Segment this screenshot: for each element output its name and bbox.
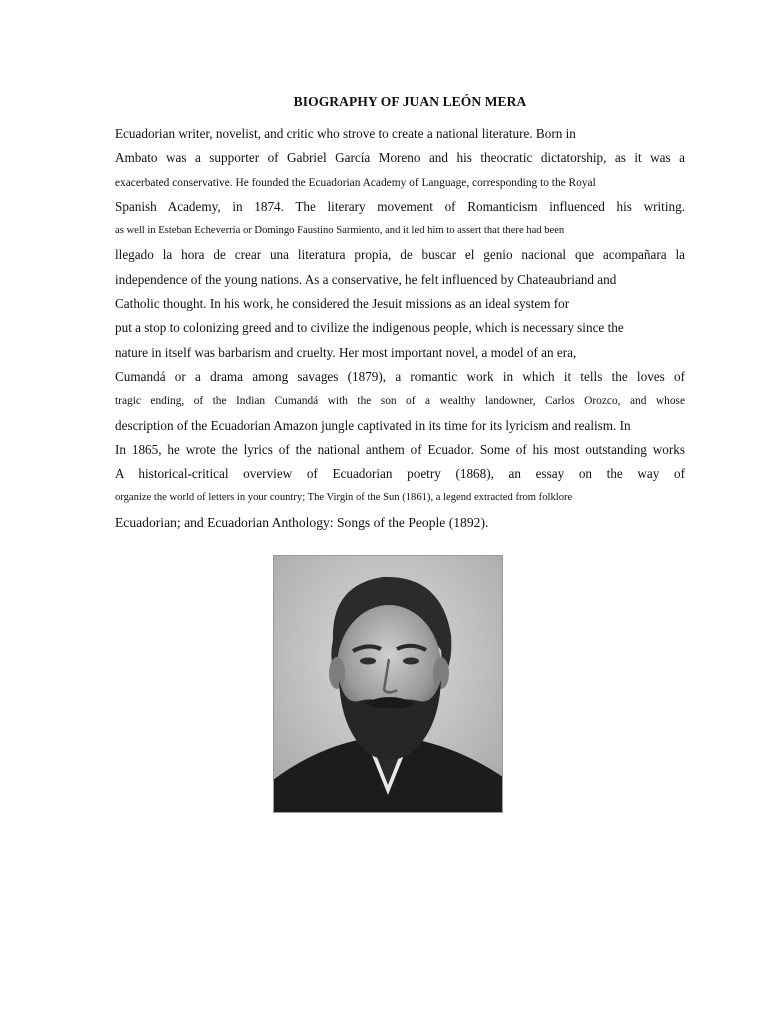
text-line: Ambato was a supporter of Gabriel García Moreno and his theocratic dictatorship, as it was a: [115, 150, 685, 166]
document-title: BIOGRAPHY OF JUAN LEÓN MERA: [293, 94, 527, 109]
text-line: Catholic thought. In his work, he considered the Jesuit missions as an ideal system for: [115, 296, 570, 312]
biography-text: [115, 122, 685, 535]
text-line: A historical-critical overview of Ecuadorian poetry (1868), an essay on the way of: [115, 466, 685, 482]
text-line: tragic ending, of the Indian Cumandá with the son of a wealthy landowner, Carlos Orozco, and whose: [115, 395, 685, 408]
portrait-photo: [273, 555, 503, 813]
text-line: exacerbated conservative. He founded the Ecuadorian Academy of Language, corresponding to the Royal: [115, 176, 596, 189]
text-line: put a stop to colonizing greed and to civilize the indigenous people, which is necessary since the: [115, 320, 624, 336]
text-line: Cumandá or a drama among savages (1879), a romantic work in which it tells the loves of: [115, 368, 685, 384]
text-line: nature in itself was barbarism and cruelty. Her most important novel, a model of an era,: [115, 344, 577, 360]
text-line: llegado la hora de crear una literatura propia, de buscar el genio nacional que acompañara la: [115, 247, 685, 263]
text-line: Spanish Academy, in 1874. The literary movement of Romanticism influenced his writing.: [115, 198, 685, 214]
text-line: Ecuadorian writer, novelist, and critic who strove to create a national literature. Born in: [115, 126, 576, 141]
text-line: In 1865, he wrote the lyrics of the national anthem of Ecuador. Some of his most outstanding works: [115, 441, 685, 457]
text-line: independence of the young nations. As a conservative, he felt influenced by Chateaubriand and: [115, 271, 617, 287]
text-line: Ecuadorian; and Ecuadorian Anthology: Songs of the People (1892).: [115, 514, 489, 530]
text-line: as well in Esteban Echeverría or Domingo Faustino Sarmiento, and it led him to assert that there had been: [115, 225, 565, 237]
text-line: description of the Ecuadorian Amazon jungle captivated in its time for its lyricism and realism. In: [115, 417, 631, 433]
text-line: organize the world of letters in your country; The Virgin of the Sun (1861), a legend extracted from folklore: [115, 492, 573, 504]
